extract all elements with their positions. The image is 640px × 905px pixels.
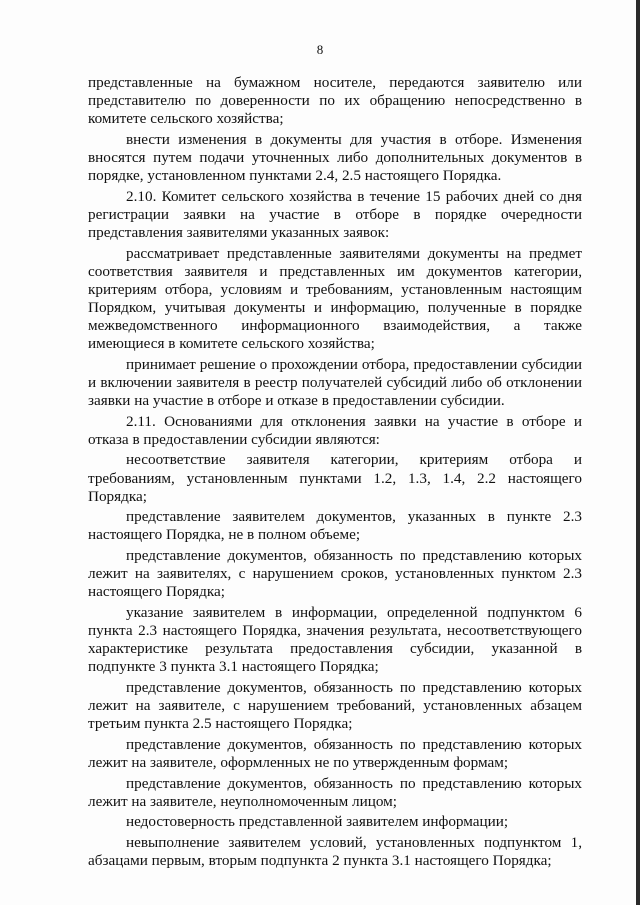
paragraph: невыполнение заявителем условий, установленных подпунктом 1, абзацами первым, вторым подпункта 2 пункта 3.1 настоящего Порядка; — [88, 834, 582, 870]
paragraph: рассматривает представленные заявителями документы на предмет соответствия заявителя и представленных им документов категории, критериям отбора, условиям и требованиям, установленным настоящим Порядком, учитывая документы и информацию, полученные в порядке межведомственного информационного взаимодействия, а также имеющиеся в комитете сельского хозяйства; — [88, 244, 582, 353]
paragraph: представленные на бумажном носителе, передаются заявителю или представителю по доверенности по их обращению непосредственно в комитете сельского хозяйства; — [88, 74, 582, 128]
paragraph: принимает решение о прохождении отбора, предоставлении субсидии и включении заявителя в реестр получателей субсидий либо об отклонении заявки на участие в отборе и отказе в предоставлении субсидии. — [88, 355, 582, 409]
document-body — [88, 74, 582, 873]
paragraph: внести изменения в документы для участия в отборе. Изменения вносятся путем подачи уточненных либо дополнительных документов в порядке, установленном пунктами 2.4, 2.5 настоящего Порядка. — [88, 130, 582, 185]
paragraph: недостоверность представленной заявителем информации; — [126, 813, 509, 831]
page-number: 8 — [316, 42, 324, 57]
scan-edge-shadow — [636, 0, 640, 905]
paragraph: 2.10. Комитет сельского хозяйства в течение 15 рабочих дней со дня регистрации заявки на участие в отборе в порядке очередности представления заявителями указанных заявок: — [88, 187, 582, 241]
paragraph: указание заявителем в информации, определенной подпунктом 6 пункта 2.3 настоящего Порядка, значения результата, несоответствующего характеристике результата предоставления субсидии, указанной в подпункте 3 пункта 3.1 настоящего Порядка; — [88, 603, 582, 676]
paragraph: представление документов, обязанность по представлению которых лежит на заявителе, неуполномоченным лицом; — [88, 774, 582, 810]
paragraph: представление документов, обязанность по представлению которых лежит на заявителе, оформленных не по утвержденным формам; — [88, 735, 582, 771]
paragraph: представление документов, обязанность по представлению которых лежит на заявителе, с нарушением требований, установленных абзацем третьим пункта 2.5 настоящего Порядка; — [88, 678, 582, 733]
paragraph: представление документов, обязанность по представлению которых лежит на заявителях, с нарушением сроков, установленных пунктом 2.3 настоящего Порядка; — [88, 547, 582, 601]
paragraph: представление заявителем документов, указанных в пункте 2.3 настоящего Порядка, не в полном объеме; — [88, 508, 582, 544]
paragraph: несоответствие заявителя категории, критериям отбора и требованиям, установленным пунктами 1.2, 1.3, 1.4, 2.2 настоящего Порядка; — [88, 451, 582, 505]
paragraph: 2.11. Основаниями для отклонения заявки на участие в отборе и отказа в предоставлении субсидии являются: — [88, 412, 582, 448]
